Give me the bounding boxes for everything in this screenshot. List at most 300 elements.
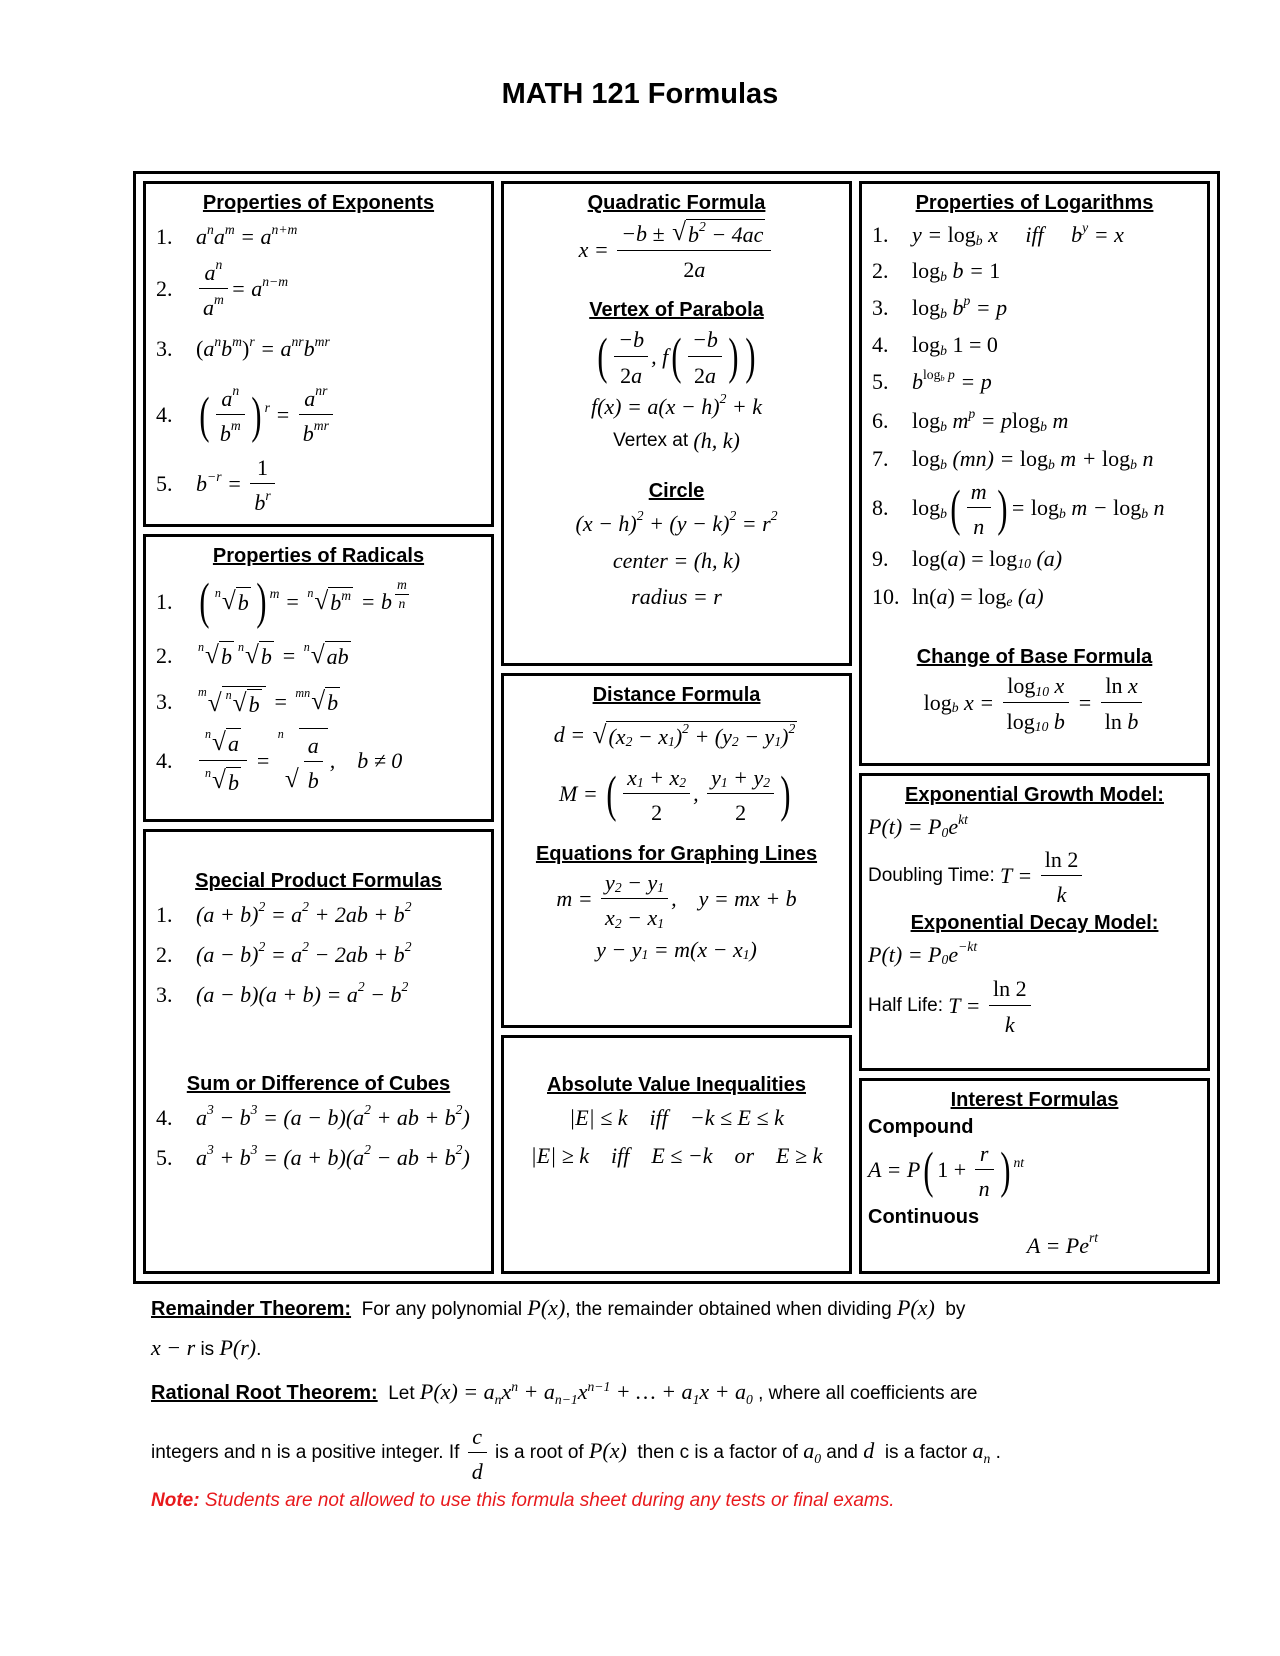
subscript — [743, 948, 750, 962]
math-text: 2 — [679, 774, 687, 790]
math-roman: log — [947, 222, 976, 247]
radical — [307, 587, 353, 616]
math-text: −r — [207, 468, 222, 484]
section-heading: Vertex of Parabola — [589, 298, 764, 321]
subscript — [721, 776, 728, 790]
denominator — [989, 1006, 1031, 1037]
quadratic-formula — [579, 217, 775, 283]
math-text: − ab + b — [370, 1144, 456, 1170]
math-text: = p — [975, 408, 1012, 433]
math-text: 3 — [250, 1102, 258, 1118]
math-text: m — [230, 418, 241, 434]
math-text: n — [1148, 495, 1165, 521]
radical-index: n — [307, 586, 314, 601]
fraction — [1041, 845, 1083, 908]
half-life — [868, 974, 1034, 1037]
radical-sign-icon: √ — [284, 764, 299, 793]
math-text: m — [946, 408, 969, 433]
rational-root-text — [151, 1423, 1001, 1484]
math-text: b — [227, 769, 239, 795]
formula — [912, 584, 1044, 610]
math-roman: ln( — [912, 583, 937, 609]
radical-sign-icon: √ — [212, 766, 226, 795]
formula — [196, 384, 336, 447]
subscript — [942, 953, 949, 967]
math-text: a — [803, 1437, 815, 1463]
math-roman: ln — [1105, 673, 1128, 699]
math-text: b — [940, 505, 947, 521]
inline-text: , where all coefficients are — [752, 1382, 978, 1404]
math-text: (a) — [1012, 583, 1044, 609]
math-text: b — [1048, 708, 1065, 734]
denominator — [975, 1170, 994, 1201]
math-text: − y — [621, 870, 658, 895]
superscript — [315, 384, 327, 398]
math-text: e — [1006, 594, 1013, 610]
superscript — [587, 1380, 610, 1394]
superscript — [232, 384, 239, 398]
math-text: x — [501, 1378, 512, 1404]
superscript — [251, 1143, 258, 1157]
math-text: n — [983, 1451, 991, 1467]
math-text: b — [220, 644, 232, 670]
item-number: 1. — [156, 588, 173, 614]
superscript — [272, 223, 298, 237]
compound-label: Compound — [868, 1116, 974, 1138]
math-text: m — [970, 479, 987, 504]
radicand — [219, 641, 234, 670]
subscript — [732, 735, 739, 749]
big-paren: ) — [256, 573, 267, 630]
superscript — [364, 1103, 371, 1117]
math-roman: log — [912, 446, 941, 471]
superscript — [207, 1103, 214, 1117]
superscript — [958, 813, 968, 827]
radicand — [236, 587, 251, 616]
numerator — [617, 217, 771, 251]
superscript — [314, 419, 329, 433]
math-text: k — [1056, 882, 1067, 908]
subscript — [746, 1393, 753, 1407]
radical-index: n — [237, 640, 244, 655]
math-text: , y = mx + b — [671, 886, 797, 912]
formula-frame — [133, 171, 1220, 1284]
superscript — [270, 587, 280, 601]
math-text: = a — [254, 336, 292, 361]
superscript — [265, 489, 270, 503]
math-text: x = — [578, 236, 615, 262]
math-text: b — [248, 691, 260, 717]
big-paren: ( — [199, 573, 210, 630]
math-text: a — [204, 259, 216, 285]
math-roman: log — [1012, 408, 1041, 433]
superscript — [720, 392, 727, 406]
math-text: = — [221, 471, 248, 497]
decay-model — [868, 939, 978, 968]
column-2 — [501, 181, 852, 1274]
math-text: b — [307, 768, 319, 794]
math-text: 10 — [1017, 556, 1031, 572]
radical — [593, 721, 798, 750]
math-text: mr — [313, 418, 329, 434]
math-text: m — [397, 576, 407, 592]
math-text: − x — [632, 723, 668, 749]
distance-formula — [554, 721, 800, 750]
math-text: x iff b — [982, 222, 1083, 247]
math-text: m — [269, 586, 280, 602]
radical-sign-icon: √ — [314, 587, 329, 616]
math-text: 2 — [614, 880, 622, 896]
math-text: a — [704, 362, 716, 388]
rational-root-text — [377, 1378, 978, 1408]
math-text: 10 — [1035, 683, 1050, 699]
fraction — [688, 325, 722, 388]
big-paren: ( — [199, 386, 210, 443]
math-text: = — [275, 642, 302, 668]
math-roman: 2 — [620, 362, 632, 388]
math-text: m — [214, 292, 224, 308]
math-text: b — [327, 690, 339, 716]
subscript — [940, 270, 947, 284]
superscript — [968, 407, 975, 421]
item-number: 4. — [872, 332, 889, 357]
math-text: a — [221, 385, 233, 411]
math-text: 2 — [699, 219, 706, 235]
item-number: 5. — [156, 471, 173, 497]
superscript — [291, 335, 303, 349]
denominator — [304, 762, 323, 793]
math-text: n — [232, 383, 240, 399]
math-text: kt — [958, 811, 968, 827]
superscript — [1082, 221, 1088, 235]
math-text: p — [963, 292, 971, 308]
formula — [196, 258, 288, 321]
math-text: = a — [234, 224, 272, 249]
superscript — [456, 1143, 463, 1157]
formula — [912, 546, 1062, 572]
math-text: y = — [912, 222, 948, 247]
math-text: = p — [954, 369, 992, 394]
math-text: 2 — [404, 899, 412, 915]
fraction — [250, 453, 274, 516]
item-number: 10. — [872, 583, 900, 609]
math-text: − b — [213, 1104, 251, 1130]
absolute-value-box — [501, 1035, 852, 1274]
math-text: n+m — [271, 221, 298, 237]
math-text: 2 — [614, 915, 622, 931]
formula — [196, 979, 409, 1008]
math-text: c — [472, 1423, 483, 1449]
superscript — [637, 509, 644, 523]
math-text: 1 — [657, 915, 665, 931]
math-text: m = — [556, 886, 599, 912]
math-text: + (y — [688, 723, 732, 749]
fraction — [989, 974, 1031, 1037]
radicand — [325, 687, 340, 716]
math-text: b — [302, 421, 314, 446]
doubling-time — [868, 845, 1085, 908]
superscript — [265, 401, 270, 415]
numerator — [989, 974, 1031, 1005]
math-text: x — [605, 905, 615, 931]
math-text: x — [577, 1378, 588, 1404]
math-text: A = P — [868, 1157, 921, 1183]
superscript — [259, 940, 266, 954]
formula — [196, 1102, 470, 1131]
math-text: n — [978, 1176, 990, 1202]
slope-formula — [556, 868, 796, 931]
math-text: 0 — [814, 1451, 822, 1467]
math-text: = a — [230, 276, 263, 301]
subscript — [615, 881, 622, 895]
fraction — [468, 1422, 487, 1485]
math-text: = m(x − x — [648, 936, 743, 962]
math-text: m − — [1065, 495, 1114, 521]
inline-text: For any polynomial — [351, 1298, 528, 1320]
math-text: (h, k) — [693, 427, 740, 453]
math-text: (a − b) — [196, 941, 259, 967]
inline-text: is — [195, 1338, 220, 1360]
radicand — [226, 767, 241, 795]
math-text: mr — [314, 333, 330, 349]
item-number: 5. — [156, 1144, 173, 1170]
math-text: (a) — [1030, 545, 1063, 571]
math-text: ab — [326, 644, 349, 670]
inline-text: Vertex at — [613, 429, 694, 451]
radicand — [325, 641, 351, 670]
big-paren: ) — [251, 386, 262, 443]
math-text: a — [694, 257, 706, 283]
denominator — [967, 508, 991, 539]
subscript — [983, 1452, 990, 1466]
math-text: 1 — [742, 947, 750, 963]
big-paren: ( — [597, 328, 608, 385]
denominator — [199, 289, 228, 320]
fraction — [395, 577, 409, 611]
inline-text: . — [256, 1338, 262, 1360]
rational-root-line1 — [151, 1374, 1231, 1414]
math-text: ) — [749, 936, 757, 962]
radical-sign-icon: √ — [310, 641, 325, 670]
exponential-models-box — [859, 773, 1210, 1071]
subscript — [1059, 507, 1066, 521]
math-text: (a + b) — [196, 901, 259, 927]
subscript — [1040, 420, 1047, 434]
math-text: 2 — [258, 899, 266, 915]
subscript — [1130, 458, 1137, 472]
math-text: 3 — [250, 1142, 258, 1158]
math-text: radius = r — [631, 583, 722, 609]
numerator — [707, 763, 774, 794]
radical — [215, 587, 251, 616]
math-text: = — [1071, 689, 1098, 715]
column-3 — [859, 181, 1210, 1274]
denominator — [601, 899, 668, 930]
math-text: y — [1082, 219, 1089, 235]
formula — [196, 333, 330, 362]
numerator — [299, 384, 333, 415]
subscript — [940, 507, 947, 521]
math-text: 2 — [682, 721, 689, 737]
math-text: − b — [364, 981, 402, 1007]
math-text: A = Pe — [1026, 1232, 1089, 1258]
math-roman: 1 — [257, 455, 269, 480]
superscript — [405, 940, 412, 954]
item-number: 1. — [156, 901, 173, 927]
math-text: T = — [948, 992, 986, 1018]
math-text: 2 — [258, 939, 266, 955]
math-text: b = — [946, 258, 990, 283]
superscript — [392, 577, 412, 611]
math-text: P(x) — [896, 1294, 935, 1320]
math-text: p — [968, 405, 976, 421]
numerator — [967, 477, 991, 508]
fraction — [967, 477, 991, 540]
radical — [278, 728, 328, 794]
subscript — [940, 307, 947, 321]
numerator — [975, 1139, 994, 1170]
math-text: n — [398, 595, 406, 611]
math-text: y − y — [596, 936, 642, 962]
superscript — [207, 1143, 214, 1157]
math-text: y — [711, 764, 721, 790]
midpoint-formula — [559, 763, 794, 826]
math-text: 1 — [657, 880, 665, 896]
superscript — [699, 220, 706, 234]
math-text: b — [1127, 708, 1139, 734]
math-text: = b — [355, 588, 392, 614]
subscript — [693, 1393, 700, 1407]
math-text: a — [307, 732, 319, 758]
math-roman: log( — [912, 545, 948, 571]
remainder-heading: Remainder Theorem: — [151, 1297, 352, 1320]
section-heading: Change of Base Formula — [916, 645, 1153, 668]
math-text: r — [264, 399, 270, 415]
math-text: + k — [726, 393, 763, 419]
radicand — [328, 587, 353, 616]
radical-index: n — [198, 640, 205, 655]
math-text: 0 — [941, 824, 949, 840]
math-roman: ( — [196, 336, 204, 361]
superscript — [225, 223, 235, 237]
math-text: = — [1010, 495, 1031, 521]
math-roman: log — [1019, 446, 1048, 471]
formula — [912, 219, 1124, 248]
math-text: nr — [315, 383, 328, 399]
radical-index: n — [205, 727, 212, 742]
math-text: = (a + b)(a — [257, 1144, 365, 1170]
math-roman: log — [912, 295, 941, 320]
math-text: ) — [462, 1144, 470, 1170]
interest-box — [859, 1078, 1210, 1274]
note-text: Students are not allowed to use this formula sheet during any tests or final exams. — [199, 1490, 895, 1512]
math-text: m — [341, 587, 352, 603]
subscript — [637, 776, 644, 790]
fraction — [601, 868, 668, 931]
math-text: + … + a — [610, 1378, 693, 1404]
math-text: (x − h) — [575, 510, 637, 536]
denominator — [468, 1453, 487, 1484]
subscript — [952, 701, 959, 715]
section-heading: Properties of Logarithms — [915, 192, 1154, 214]
math-text: a — [213, 224, 225, 249]
formula — [196, 573, 412, 630]
numerator — [199, 258, 228, 289]
math-text: a — [196, 1144, 207, 1170]
math-text: m — [1046, 408, 1069, 433]
subscript — [1017, 557, 1031, 571]
denominator — [623, 794, 690, 825]
math-text: b — [946, 295, 964, 320]
item-number: 3. — [156, 336, 173, 361]
big-paren: ) — [728, 328, 739, 385]
big-paren: ( — [606, 765, 617, 822]
formula — [196, 453, 278, 516]
inline-text: . — [990, 1441, 1001, 1463]
math-text: 10 — [1034, 718, 1049, 734]
vertex-point — [594, 325, 758, 388]
section-heading: Quadratic Formula — [587, 192, 766, 214]
radical — [672, 219, 765, 247]
radical-index: mn — [295, 686, 311, 701]
denominator — [216, 415, 245, 446]
denominator — [1101, 703, 1143, 734]
note — [151, 1490, 1231, 1512]
math-text: b — [940, 456, 947, 472]
math-text: b — [196, 471, 207, 497]
formula — [912, 366, 992, 395]
section-heading: Properties of Radicals — [212, 544, 425, 567]
math-roman: 2 — [735, 800, 747, 825]
math-text: + b — [213, 1144, 251, 1170]
math-text: 2 — [763, 774, 771, 790]
radical-sign-icon: √ — [244, 641, 259, 670]
radical-sign-icon: √ — [205, 641, 219, 670]
math-text: b — [940, 268, 947, 284]
section-heading: Exponential Decay Model: — [910, 911, 1159, 934]
math-roman: ln — [1104, 708, 1128, 734]
radical — [198, 686, 266, 718]
superscript — [341, 589, 351, 603]
math-text: b — [940, 305, 947, 321]
denominator — [707, 794, 774, 825]
math-roman: log — [1030, 495, 1060, 521]
math-roman: log — [912, 495, 941, 521]
math-text: = — [267, 688, 294, 714]
item-number: 4. — [156, 747, 173, 773]
inline-text: is a factor — [874, 1441, 973, 1463]
growth-model — [868, 811, 968, 840]
superscript — [771, 509, 778, 523]
remainder-text — [151, 1335, 261, 1360]
math-text: P(t) = P — [868, 941, 942, 967]
denominator — [199, 761, 247, 795]
math-text: d — [471, 1458, 483, 1484]
math-text: + ab + b — [370, 1104, 456, 1130]
math-text: |E| ≥ k iff E ≤ −k or E ≥ k — [530, 1143, 823, 1168]
radicand — [606, 721, 797, 750]
math-text: b — [260, 644, 272, 670]
math-text: n — [511, 1379, 519, 1395]
remainder-theorem-line1 — [151, 1290, 1231, 1330]
big-paren: ) — [780, 765, 791, 822]
formula — [196, 1142, 470, 1171]
math-text: a — [203, 336, 215, 361]
subscript — [555, 1393, 578, 1407]
math-text: d = — [553, 722, 591, 747]
math-text: = r — [736, 510, 771, 536]
math-text: e — [948, 814, 959, 839]
